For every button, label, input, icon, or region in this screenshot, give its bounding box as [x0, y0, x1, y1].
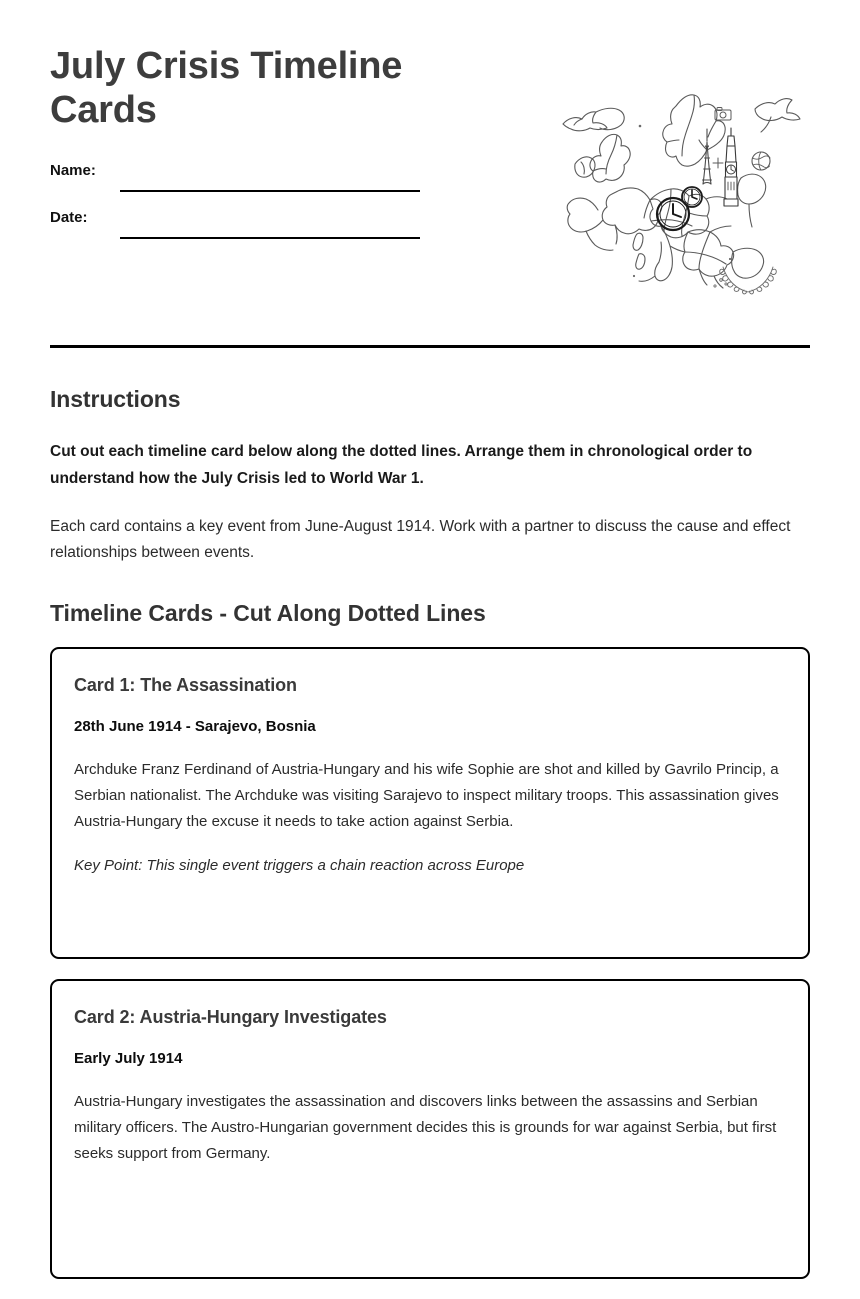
- eiffel-tower-icon: [703, 129, 712, 184]
- card-key-point: Key Point: This single event triggers a chain reaction across Europe: [74, 856, 525, 874]
- date-field-label: Date:: [50, 209, 88, 226]
- header-divider-rule: [50, 345, 810, 348]
- document-content: [50, 386, 810, 1299]
- card-body-text: Archduke Franz Ferdinand of Austria-Hungary and his wife Sophie are shot and killed by Gavrilo Princip, a Serbian nationalist. The Archduke was visiting Sarajevo to inspect military troops. This assassination gives Austria-Hungary the excuse it needs to take action against Serbia.: [74, 761, 779, 830]
- dot-marker-icon: [639, 125, 642, 128]
- dot-marker-icon: [633, 275, 635, 277]
- bird-icon: [755, 99, 800, 132]
- western-europe-outline: [567, 188, 662, 250]
- card-date: Early July 1914: [74, 1050, 183, 1068]
- europe-map-illustration: [555, 84, 825, 309]
- student-fields: [50, 162, 430, 256]
- dot-marker-icon: [729, 258, 731, 260]
- title-block: [50, 44, 470, 132]
- scandinavia-outline: [663, 95, 725, 166]
- card-title: Card 2: Austria-Hungary Investigates: [74, 1007, 387, 1028]
- date-input-line[interactable]: [120, 237, 420, 239]
- globe-icon: [752, 152, 770, 170]
- card-body-text: Austria-Hungary investigates the assassination and discovers links between the assassins and Serbian military officers. The Austro-Hungarian government decides this is grounds for war against Serbia, but first seeks support from Germany.: [74, 1093, 777, 1162]
- document-header: [50, 44, 810, 306]
- card-title: Card 1: The Assassination: [74, 675, 297, 696]
- italy-outline: [633, 226, 685, 281]
- instructions-bold-text: Cut out each timeline card below along the dotted lines. Arrange them in chronological order to understand how the July Crisis led to World War 1.: [50, 443, 753, 487]
- balkans-outline: [683, 230, 734, 288]
- eastern-border-outline: [706, 197, 731, 232]
- timeline-card: [50, 979, 810, 1279]
- page-title: July Crisis Timeline Cards: [50, 45, 403, 132]
- big-ben-icon: [724, 128, 738, 206]
- instructions-heading: Instructions: [50, 386, 181, 412]
- plus-marker-icon: [713, 158, 723, 168]
- small-clock-face-icon: [682, 187, 702, 207]
- instructions-body-text: Each card contains a key event from June-August 1914. Work with a partner to discuss the cause and effect relationships between events.: [50, 518, 791, 562]
- british-isles-outline: [575, 134, 630, 182]
- name-field-label: Name:: [50, 162, 96, 179]
- name-input-line[interactable]: [120, 190, 420, 192]
- card-date: 28th June 1914 - Sarajevo, Bosnia: [74, 718, 316, 736]
- laurel-wreath-icon: [720, 267, 777, 294]
- name-field-row: [50, 162, 430, 209]
- dove-icon: [563, 108, 624, 131]
- date-field-row: [50, 209, 430, 256]
- timeline-card: [50, 647, 810, 959]
- timeline-cards-heading: Timeline Cards - Cut Along Dotted Lines: [50, 600, 486, 627]
